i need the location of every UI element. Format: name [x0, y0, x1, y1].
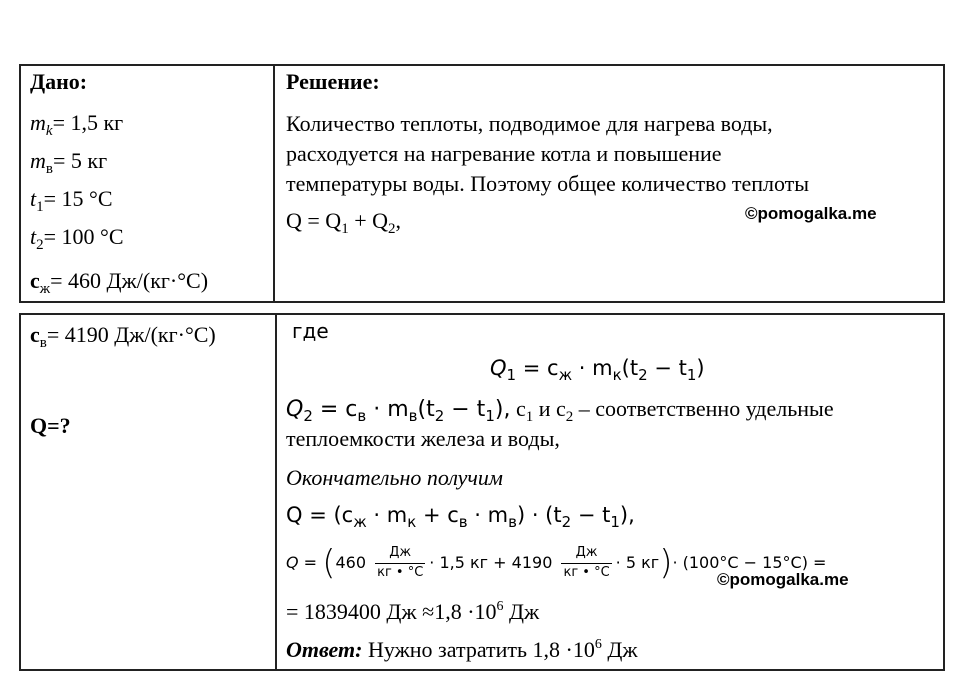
- unit-fraction: $\frac{Дж}{кг • ^\circ С}$: [563, 545, 610, 580]
- given-temp-start: $t_1= 15$ °C: [30, 186, 113, 215]
- solution-line-3: температуры воды. Поэтому общее количество теплоты: [286, 171, 810, 196]
- sum-formula: $Q = Q_1 + Q_2$,: [286, 208, 401, 237]
- given-mass-boiler: $m_k= 1,5$ кг: [30, 110, 124, 139]
- watermark-bottom: ©pomogalka.me: [717, 570, 849, 589]
- given-temp-end: $t_2= 100$ °C: [30, 224, 124, 253]
- where-label: где: [292, 319, 329, 343]
- q2-formula: $Q_2 = c_в \cdot m_в(t_2 - t_1)$, $c_1$ и $c_2$ – соответственно удельные: [286, 396, 834, 425]
- q2-text-line-2: теплоемкости железа и воды,: [286, 426, 560, 451]
- result-line: = 1839400 Дж $\approx 1,8 \cdot 10^6$ Дж: [286, 599, 540, 624]
- given-iron-heat-capacity: $c_ж= 460$ Дж/(кг·°C): [30, 268, 209, 297]
- unit-fraction: $\frac{Дж}{кг • ^\circ С}$: [377, 545, 424, 580]
- solution-line-1: Количество теплоты, подводимое для нагрева воды,: [286, 111, 773, 136]
- watermark-top: ©pomogalka.me: [745, 204, 877, 223]
- question: Q=?: [30, 413, 71, 438]
- answer-line: Ответ: Нужно затратить $1,8 \cdot 10^6$ Дж: [286, 637, 638, 662]
- numeric-formula: Q = (460 $\frac{Дж}{кг • ^\circ С}$ · 1,5 кг + 4190 $\frac{Дж}{кг • ^\circ С}$ · 5 кг)· (100°С − 15°С) =: [286, 543, 827, 583]
- final-label: Окончательно получим: [286, 465, 503, 490]
- top-table-divider: [273, 64, 275, 303]
- solution-title: Решение:: [286, 69, 380, 94]
- general-formula: $Q = (c_ж \cdot m_к + c_в \cdot m_в) \cdot (t_2 - t_1)$,: [286, 503, 635, 531]
- bottom-table-divider: [275, 313, 277, 671]
- solution-line-2: расходуется на нагревание котла и повышение: [286, 141, 722, 166]
- given-title: Дано:: [30, 69, 88, 94]
- given-water-heat-capacity: $c_в= 4190$ Дж/(кг·°C): [30, 322, 216, 351]
- q1-formula: $Q_1 = c_ж \cdot m_к(t_2 - t_1)$: [490, 356, 705, 384]
- given-mass-water: $m_в= 5$ кг: [30, 148, 108, 177]
